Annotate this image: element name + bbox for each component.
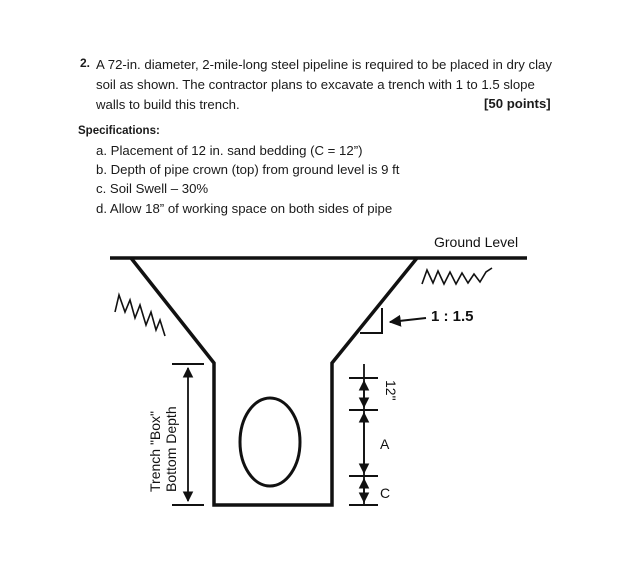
bedding-label: 12" [383, 380, 399, 401]
soil-wave-left [115, 295, 165, 336]
soil-wave-right [422, 268, 492, 284]
pipe-ellipse [240, 398, 300, 486]
slope-triangle [360, 308, 382, 333]
question-line-3: walls to build this trench. [96, 97, 240, 112]
box-depth-label-2: Bottom Depth [163, 406, 179, 492]
question-number: 2. [80, 56, 91, 70]
spec-item-c: c. Soil Swell – 30% [96, 181, 209, 196]
ground-level-label: Ground Level [434, 234, 519, 250]
specifications-title: Specifications: [78, 125, 160, 137]
question-line-2: soil as shown. The contractor plans to excavate a trench with 1 to 1.5 slope [96, 77, 535, 92]
dim-c-label: C [380, 485, 391, 501]
box-depth-label-1: Trench "Box" [147, 410, 163, 492]
dim-a-label: A [380, 436, 390, 452]
spec-item-d: d. Allow 18” of working space on both sides of pipe [96, 201, 393, 216]
spec-item-a: a. Placement of 12 in. sand bedding (C = 12”) [96, 143, 363, 158]
question-line-1: A 72-in. diameter, 2-mile-long steel pipeline is required to be placed in dry clay [96, 57, 552, 72]
spec-item-b: b. Depth of pipe crown (top) from ground level is 9 ft [96, 162, 400, 177]
points-label: [50 points] [484, 96, 551, 111]
slope-arrow [390, 318, 426, 322]
slope-ratio-label: 1 : 1.5 [431, 308, 474, 325]
